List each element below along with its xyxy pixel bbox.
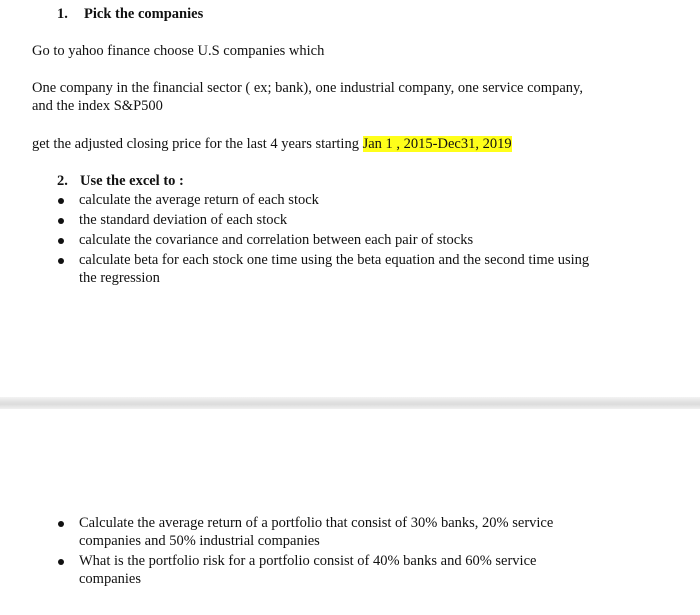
section2-number: 2.	[57, 173, 68, 189]
section2-title: Use the excel to :	[80, 173, 184, 189]
bullet-icon	[58, 559, 64, 565]
section1-number: 1.	[57, 6, 68, 22]
list-item-continuation	[55, 269, 589, 287]
list-item	[55, 231, 589, 251]
page-divider	[0, 397, 700, 409]
list-item-text: the standard deviation of each stock	[79, 212, 288, 228]
excel-task-list	[55, 191, 589, 287]
bullet-icon	[58, 198, 64, 204]
list-item-text: companies	[79, 571, 142, 587]
portfolio-task-list	[55, 514, 553, 588]
instruction-line-3-text: get the adjusted closing price for the last 4 years starting	[32, 136, 363, 152]
list-item-text: What is the portfolio risk for a portfolio consist of 40% banks and 60% service	[79, 553, 537, 569]
list-item	[55, 251, 589, 269]
list-item	[55, 211, 589, 231]
list-item-text: the regression	[79, 270, 160, 286]
instruction-line-3	[32, 135, 512, 153]
instruction-line-2b: and the index S&P500	[32, 98, 163, 114]
bullet-icon	[58, 238, 64, 244]
list-item-text: companies and 50% industrial companies	[79, 533, 320, 549]
list-item-text: calculate beta for each stock one time using the beta equation and the second time using	[79, 252, 590, 268]
list-item-continuation	[55, 532, 553, 552]
bullet-icon	[58, 521, 64, 527]
instruction-line-1: Go to yahoo finance choose U.S companies which	[32, 43, 325, 59]
list-item	[55, 552, 553, 570]
list-item-text: calculate the average return of each stock	[79, 192, 319, 208]
list-item	[55, 514, 553, 532]
date-range-highlight: Jan 1 , 2015-Dec31, 2019	[362, 136, 512, 152]
section1-title: Pick the companies	[84, 6, 204, 22]
list-item-text: calculate the covariance and correlation between each pair of stocks	[79, 232, 474, 248]
instruction-line-2a: One company in the financial sector ( ex; bank), one industrial company, one service company,	[32, 80, 583, 96]
list-item-continuation	[55, 570, 553, 588]
bullet-icon	[58, 218, 64, 224]
list-item	[55, 191, 589, 211]
bullet-icon	[58, 258, 64, 264]
list-item-text: Calculate the average return of a portfolio that consist of 30% banks, 20% service	[79, 515, 554, 531]
